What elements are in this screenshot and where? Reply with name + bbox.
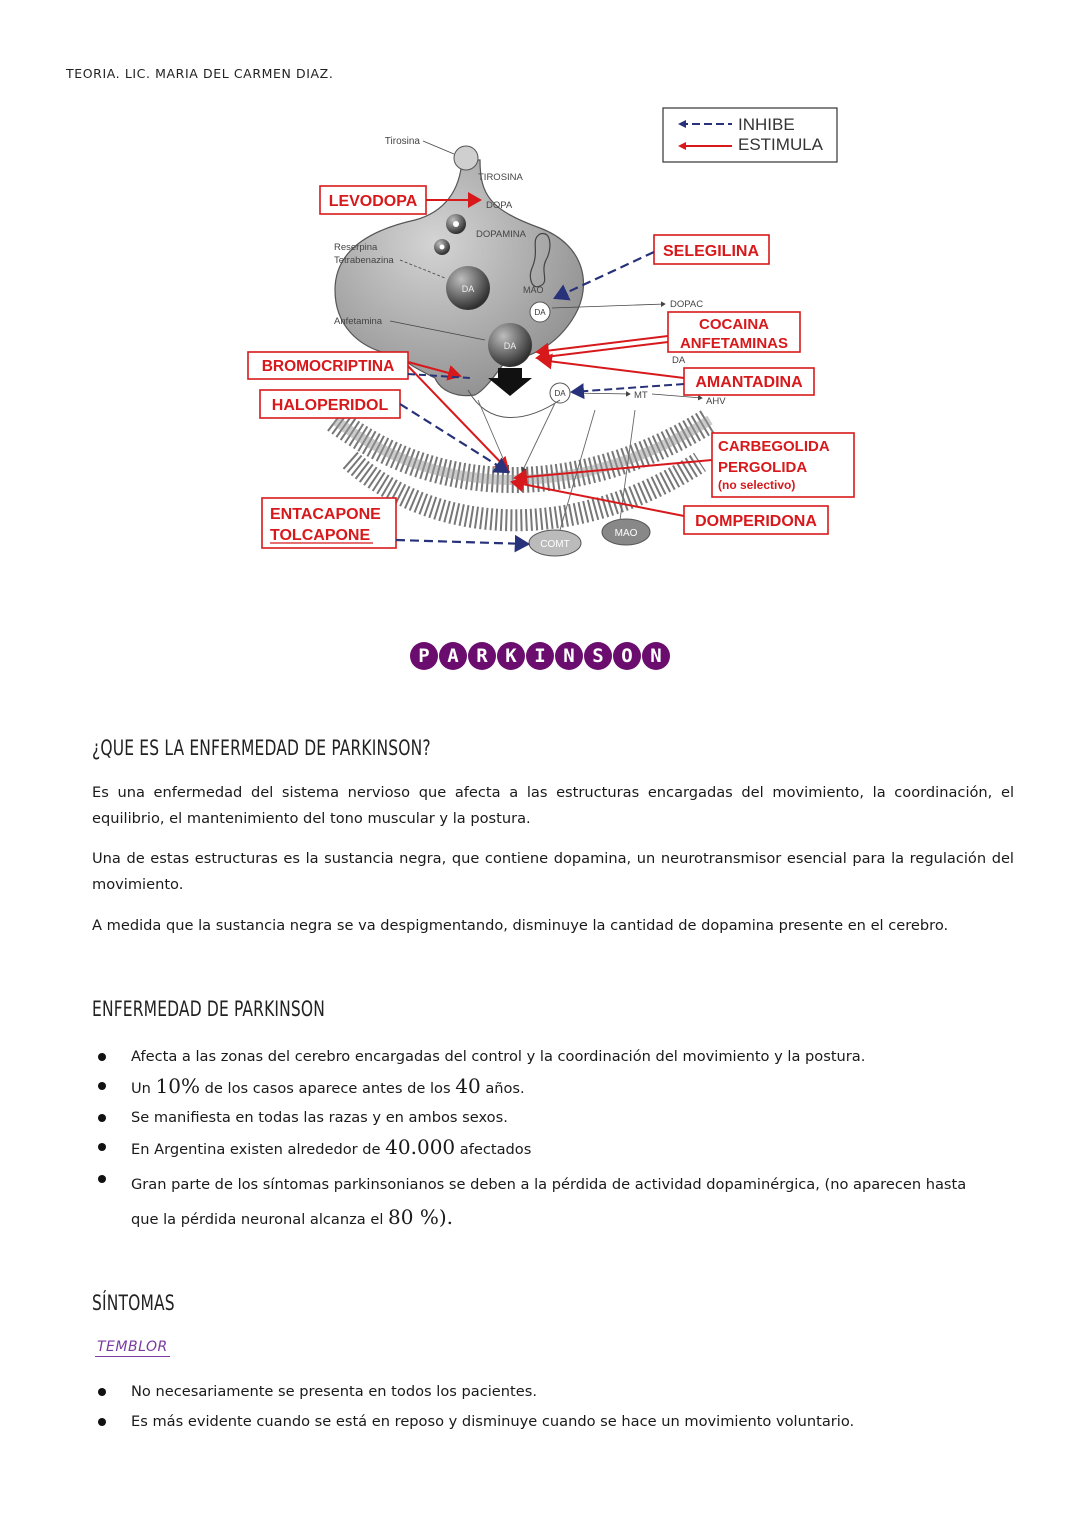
title-letter: K (497, 642, 525, 670)
svg-text:Tirosina: Tirosina (384, 136, 420, 147)
list-item: Se manifiesta en todas las razas y en ambos sexos. (98, 1108, 998, 1128)
label-tolcapone: TOLCAPONE (270, 527, 371, 544)
svg-text:Anfetamina: Anfetamina (334, 316, 383, 327)
title-letter: P (410, 642, 438, 670)
title-letter: S (584, 642, 612, 670)
label-bromocriptina: BROMOCRIPTINA (261, 358, 395, 375)
svg-text:TIROSINA: TIROSINA (478, 172, 523, 183)
paragraph-text: Es una enfermedad del sistema nervioso que afecta a las estructuras encargadas del movimiento, la coordinación, el equilibrio, el mantenimiento del tono muscular y la postura. (92, 784, 1014, 827)
list-item: Un 10% de los casos aparece antes de los 40 años. (98, 1076, 998, 1099)
label-cocaina: COCAINA (699, 316, 769, 333)
label-entacapone: ENTACAPONE (270, 506, 381, 523)
list-item: No necesariamente se presenta en todos los pacientes. (98, 1382, 998, 1402)
svg-text:Reserpina: Reserpina (334, 242, 378, 253)
label-pergolida: PERGOLIDA (718, 459, 808, 476)
title-letter: N (642, 642, 670, 670)
paragraph-text: A medida que la sustancia negra se va despigmentando, disminuye la cantidad de dopamina presente en el cerebro. (92, 917, 949, 934)
svg-text:DA: DA (554, 389, 566, 398)
list-item: Es más evidente cuando se está en reposo y disminuye cuando se hace un movimiento voluntario. (98, 1412, 998, 1432)
label-carbegolida: CARBEGOLIDA (718, 438, 830, 455)
svg-text:INHIBE: INHIBE (738, 115, 795, 134)
page-title (0, 642, 1080, 670)
section-heading-enfermedad: ENFERMEDAD DE PARKINSON (92, 997, 326, 1021)
list-item: Afecta a las zonas del cerebro encargadas del control y la coordinación del movimiento y la postura. (98, 1047, 998, 1067)
svg-text:MAO: MAO (523, 285, 544, 295)
svg-text:DA: DA (503, 341, 517, 351)
label-anfetaminas: ANFETAMINAS (679, 335, 789, 352)
section-heading-sintomas: SÍNTOMAS (92, 1291, 175, 1315)
label-amantadina: AMANTADINA (695, 374, 803, 391)
paragraph-sustancia-negra (66, 846, 1014, 898)
title-letter: R (468, 642, 496, 670)
svg-text:MT: MT (634, 390, 648, 401)
section-heading-que-es: ¿QUE ES LA ENFERMEDAD DE PARKINSON? (92, 736, 431, 760)
label-no-selectivo: (no selectivo) (718, 478, 796, 492)
paragraph-text: Una de estas estructuras es la sustancia negra, que contiene dopamina, un neurotransmisor esencial para la regulación del movimiento. (92, 850, 1014, 893)
title-letter: O (613, 642, 641, 670)
bullet-list-sintomas (98, 1382, 998, 1432)
dopamine-synapse-diagram (240, 100, 860, 570)
title-letter: N (555, 642, 583, 670)
svg-text:DOPAMINA: DOPAMINA (476, 229, 526, 240)
svg-text:DA: DA (461, 284, 475, 294)
svg-text:DOPAC: DOPAC (670, 299, 704, 310)
list-item: Gran parte de los síntomas parkinsonianos se deben a la pérdida de actividad dopaminérgica, (no aparecen hasta que la pérdida neuronal alcanza el 80 %). (98, 1169, 998, 1236)
paragraph-despigmentacion (66, 913, 1014, 939)
svg-text:AHV: AHV (706, 396, 726, 407)
subheading-temblor: TEMBLOR (97, 1339, 168, 1355)
label-haloperidol: HALOPERIDOL (271, 397, 389, 414)
svg-text:Tetrabenazina: Tetrabenazina (334, 255, 394, 266)
svg-text:ESTIMULA: ESTIMULA (738, 135, 824, 154)
paragraph-definition (66, 780, 1014, 832)
label-domperidona: DOMPERIDONA (695, 513, 817, 530)
bullet-list-enfermedad (98, 1047, 998, 1236)
svg-text:DOPA: DOPA (486, 200, 513, 211)
list-item: En Argentina existen alrededor de 40.000 afectados (98, 1137, 998, 1160)
svg-text:DA: DA (534, 308, 546, 317)
label-selegilina: SELEGILINA (662, 243, 760, 260)
title-letter: I (526, 642, 554, 670)
page-header: TEORIA. LIC. MARIA DEL CARMEN DIAZ. (66, 66, 334, 81)
svg-text:MAO: MAO (614, 528, 638, 539)
title-letter: A (439, 642, 467, 670)
svg-text:DA: DA (672, 355, 686, 366)
svg-text:COMT: COMT (540, 539, 570, 550)
label-levodopa: LEVODOPA (328, 193, 418, 210)
